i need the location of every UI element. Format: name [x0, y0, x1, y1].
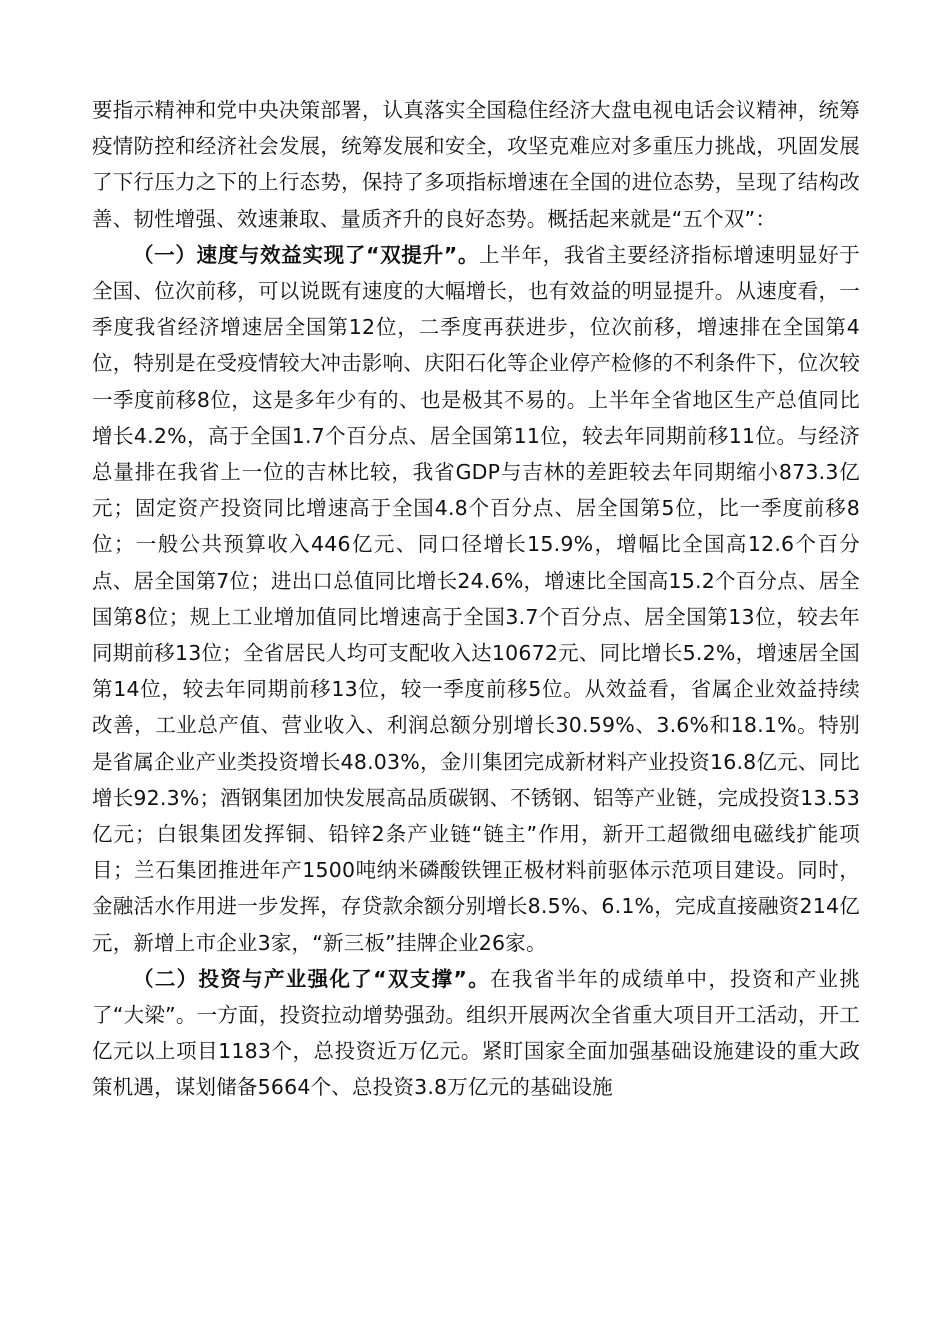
paragraph-intro-text: 要指示精神和党中央决策部署，认真落实全国稳住经济大盘电视电话会议精神，统筹疫情防控和经济社会发展，统筹发展和安全，攻坚克难应对多重压力挑战，巩固发展了下行压力之下的上行态势，保持了多项指标增速在全国的进位态势，呈现了结构改善、韧性增强、效速兼取、量质齐升的良好态势。概括起来就是“五个双”：	[92, 98, 860, 231]
paragraph-section-2	[92, 961, 860, 1106]
paragraph-intro	[92, 92, 860, 237]
document-page	[92, 92, 860, 1106]
section-2-text: 在我省半年的成绩单中，投资和产业挑了“大梁”。一方面，投资拉动增势强劲。组织开展两次全省重大项目开工活动，开工亿元以上项目1183个，总投资近万亿元。紧盯国家全面加强基础设施建设的重大政策机遇，谋划储备5664个、总投资3.8万亿元的基础设施	[92, 966, 860, 1100]
paragraph-section-1	[92, 237, 860, 961]
section-1-heading: （一）速度与效益实现了“双提升”。	[133, 242, 480, 267]
section-2-heading: （二）投资与产业强化了“双支撑”。	[133, 966, 491, 991]
section-1-text: 上半年，我省主要经济指标增速明显好于全国、位次前移，可以说既有速度的大幅增长，也有效益的明显提升。从速度看，一季度我省经济增速居全国第12位，二季度再获进步，位次前移，增速排在全国第4位，特别是在受疫情较大冲击影响、庆阳石化等企业停产检修的不利条件下，位次较一季度前移8位，这是多年少有的、也是极其不易的。上半年全省地区生产总值同比增长4.2%，高于全国1.7个百分点、居全国第11位，较去年同期前移11位。与经济总量排在我省上一位的吉林比较，我省GDP与吉林的差距较去年同期缩小873.3亿元；固定资产投资同比增速高于全国4.8个百分点、居全国第5位，比一季度前移8位；一般公共预算收入446亿元、同口径增长15.9%，增幅比全国高12.6个百分点、居全国第7位；进出口总值同比增长24.6%，增速比全国高15.2个百分点、居全国第8位；规上工业增加值同比增速高于全国3.7个百分点、居全国第13位，较去年同期前移13位；全省居民人均可支配收入达10672元、同比增长5.2%，增速居全国第14位，较去年同期前移13位，较一季度前移5位。从效益看，省属企业效益持续改善，工业总产值、营业收入、利润总额分别增长30.59%、3.6%和18.1%。特别是省属企业产业类投资增长48.03%，金川集团完成新材料产业投资16.8亿元、同比增长92.3%；酒钢集团加快发展高品质碳钢、不锈钢、铝等产业链，完成投资13.53亿元；白银集团发挥铜、铅锌2条产业链“链主”作用，新开工超微细电磁线扩能项目；兰石集团推进年产1500吨纳米磷酸铁锂正极材料前驱体示范项目建设。同时，金融活水作用进一步发挥，存贷款余额分别增长8.5%、6.1%，完成直接融资214亿元，新增上市企业3家，“新三板”挂牌企业26家。	[92, 242, 860, 955]
